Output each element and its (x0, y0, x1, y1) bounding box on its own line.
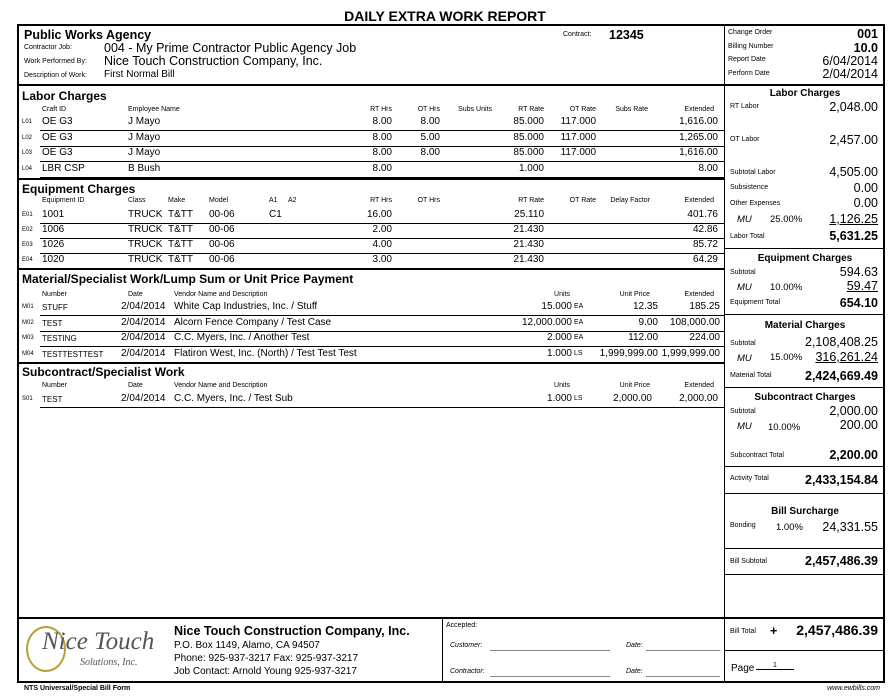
accepted-label: Accepted: (446, 622, 478, 629)
material-desc: White Cap Industries, Inc. / Stuff (174, 301, 318, 312)
sub-subtotal: 2,000.00 (829, 404, 878, 418)
equipment-class: TRUCK (128, 224, 163, 235)
billing-number: 10.0 (853, 41, 878, 55)
footer-accept-divider (442, 618, 443, 683)
customer-date-label: Date: (626, 642, 643, 649)
summary-surcharge-title: Bill Surcharge (771, 506, 839, 517)
footer-phone: Phone: 925-937-3217 Fax: 925-937-3217 (174, 653, 359, 664)
labor-rt-rate: 1.000 (518, 162, 544, 174)
equipment-model: 00-06 (209, 209, 235, 220)
material-date: 2/04/2014 (121, 316, 166, 328)
material-section-bottom (18, 362, 724, 364)
customer-signature-label: Customer: (450, 642, 483, 649)
mat-mu-pct: 15.00% (770, 352, 803, 363)
labor-mu-label: MU (737, 214, 752, 225)
report-date-label: Report Date (728, 56, 766, 63)
col-eq-rt-hrs: RT Hrs (370, 197, 392, 204)
row-code: M02 (22, 319, 34, 326)
form-name: NTS Universal/Special Bill Form (24, 685, 131, 692)
page-number: 1 (756, 662, 794, 670)
equip-total-label: Equipment Total (730, 299, 781, 306)
contractor-job: 004 - My Prime Contractor Public Agency Job (104, 41, 357, 55)
mat-total-label: Material Total (730, 372, 772, 379)
row-code: L04 (22, 165, 33, 172)
col-mat-date: Date (128, 291, 143, 298)
material-desc: Alcorn Fence Company / Test Case (174, 316, 332, 328)
summary-divider-3 (725, 387, 884, 388)
row-divider (40, 407, 724, 408)
equipment-id: 1020 (42, 254, 65, 265)
labor-ot-rate: 117.000 (560, 131, 596, 143)
labor-rt-hrs: 8.00 (372, 147, 392, 158)
subcontract-uom: LS (574, 395, 583, 402)
subsistence-label: Subsistence (730, 184, 769, 191)
mat-mu: 316,261.24 (815, 350, 878, 364)
summary-subcontract-title: Subcontract Charges (754, 392, 856, 403)
col-eq-ot-rate: OT Rate (569, 197, 596, 204)
labor-employee: B Bush (128, 162, 161, 174)
subtotal-labor-label: Subtotal Labor (730, 169, 776, 176)
row-code: E03 (22, 242, 33, 248)
row-code: L01 (22, 119, 33, 125)
sub-total: 2,200.00 (829, 448, 878, 462)
row-code: L02 (22, 134, 33, 141)
material-desc: C.C. Myers, Inc. / Another Test (174, 332, 310, 343)
mat-total: 2,424,669.49 (805, 369, 878, 383)
equip-subtotal: 594.63 (839, 265, 878, 279)
equipment-model: 00-06 (209, 254, 235, 265)
col-subs-rate: Subs Rate (615, 106, 648, 113)
equip-subtotal-label: Subtotal (730, 269, 756, 276)
subtotal-labor: 4,505.00 (829, 165, 878, 179)
equipment-rt-rate: 21.430 (513, 254, 544, 265)
col-sub-units: Units (554, 382, 570, 389)
equipment-make: T&TT (168, 224, 193, 235)
material-date: 2/04/2014 (121, 332, 166, 343)
labor-section-title: Labor Charges (22, 89, 107, 103)
equipment-rt-hrs: 2.00 (372, 224, 392, 235)
ot-labor-label: OT Labor (730, 136, 760, 143)
material-units: 12,000.000 (521, 316, 572, 328)
material-uom: EA (574, 318, 584, 326)
labor-craft: LBR CSP (42, 162, 85, 174)
labor-craft: OE G3 (42, 147, 73, 158)
col-a2: A2 (288, 197, 297, 204)
labor-total: 5,631.25 (829, 229, 878, 243)
equipment-make: T&TT (168, 209, 193, 220)
bill-subtotal-label: Bill Subtotal (730, 558, 767, 565)
labor-section-bottom (18, 178, 724, 180)
col-mat-extended: Extended (684, 291, 714, 298)
col-mat-units: Units (554, 291, 570, 298)
equipment-id: 1026 (42, 239, 65, 250)
other-expenses-label: Other Expenses (730, 200, 781, 207)
row-code: E04 (22, 257, 33, 263)
material-number: STUFF (42, 303, 68, 312)
equipment-a1: C1 (269, 209, 282, 220)
labor-rt-hrs: 8.00 (372, 131, 392, 143)
description: First Normal Bill (104, 69, 175, 80)
summary-divider-4 (725, 466, 884, 467)
page-label: Page (731, 663, 755, 674)
col-mat-number: Number (42, 291, 67, 298)
summary-divider-5 (725, 493, 884, 494)
equipment-section-bottom (18, 268, 724, 270)
labor-extended: 8.00 (698, 162, 718, 174)
equipment-extended: 85.72 (692, 239, 718, 250)
website: www.ewbills.com (827, 685, 880, 692)
contractor-job-label: Contractor Job: (24, 44, 72, 51)
equipment-rt-hrs: 16.00 (366, 209, 392, 220)
row-code: E01 (22, 212, 33, 218)
work-performed-by: Nice Touch Construction Company, Inc. (104, 54, 323, 68)
labor-rt-hrs: 8.00 (372, 162, 392, 174)
equipment-class: TRUCK (128, 239, 163, 250)
col-model: Model (209, 197, 229, 204)
col-rt-hrs: RT Hrs (370, 106, 392, 113)
summary-labor-title: Labor Charges (769, 88, 841, 99)
subcontract-desc: C.C. Myers, Inc. / Test Sub (174, 393, 293, 404)
col-extended: Extended (684, 106, 714, 113)
footer-divider (18, 617, 884, 619)
equipment-extended: 64.29 (692, 254, 718, 265)
material-section-title: Material/Specialist Work/Lump Sum or Unit Price Payment (22, 272, 354, 286)
labor-extended: 1,616.00 (679, 116, 718, 127)
description-label: Description of Work: (24, 72, 87, 79)
material-units: 1.000 (546, 347, 572, 359)
equipment-class: TRUCK (128, 209, 163, 220)
change-order-label: Change Order (728, 29, 773, 36)
mat-subtotal: 2,108,408.25 (805, 335, 878, 349)
rt-labor-label: RT Labor (730, 103, 759, 110)
row-code: S01 (22, 396, 33, 402)
sub-mu: 200.00 (839, 418, 878, 432)
perform-date: 2/04/2014 (822, 67, 878, 81)
agency-name: Public Works Agency (24, 28, 152, 42)
col-sub-unit-price: Unit Price (619, 382, 650, 389)
labor-craft: OE G3 (42, 116, 73, 127)
footer-company: Nice Touch Construction Company, Inc. (174, 624, 410, 638)
bill-total-plus: + (770, 624, 778, 638)
labor-rt-hrs: 8.00 (372, 116, 392, 127)
material-date: 2/04/2014 (121, 301, 166, 312)
rt-labor: 2,048.00 (829, 100, 878, 114)
col-eq-extended: Extended (684, 197, 714, 204)
material-extended: 1,999,999.00 (661, 347, 720, 359)
contractor-date-line[interactable] (646, 676, 720, 677)
material-unit-price: 12.35 (632, 301, 658, 312)
logo-text: Nice Touch (42, 628, 155, 655)
subcontract-units: 1.000 (546, 393, 572, 404)
labor-total-label: Labor Total (730, 233, 765, 240)
equipment-rt-rate: 21.430 (513, 224, 544, 235)
contractor-signature-label: Contractor: (450, 668, 485, 675)
row-code: M01 (22, 304, 34, 310)
equipment-make: T&TT (168, 254, 193, 265)
summary-material-title: Material Charges (764, 320, 846, 331)
equipment-section-title: Equipment Charges (22, 182, 136, 196)
bill-total-divider (725, 650, 884, 651)
equipment-model: 00-06 (209, 239, 235, 250)
col-sub-number: Number (42, 382, 67, 389)
material-unit-price: 112.00 (628, 332, 658, 343)
material-number: TESTING (42, 334, 77, 343)
col-mat-unit-price: Unit Price (619, 291, 650, 298)
contractor-date-label: Date: (626, 668, 643, 675)
ot-labor: 2,457.00 (829, 133, 878, 147)
material-date: 2/04/2014 (121, 347, 166, 359)
col-class: Class (128, 197, 146, 204)
col-make: Make (168, 197, 186, 204)
labor-ot-hrs: 5.00 (420, 131, 440, 143)
report-title: DAILY EXTRA WORK REPORT (344, 8, 546, 24)
equipment-class: TRUCK (128, 254, 163, 265)
labor-mu: 1,126.25 (829, 212, 878, 226)
bill-total: 2,457,486.39 (796, 622, 878, 638)
bonding-pct: 1.00% (776, 522, 803, 533)
material-extended: 185.25 (689, 301, 720, 312)
col-a1: A1 (269, 197, 278, 204)
material-uom: EA (574, 334, 584, 341)
report-date: 6/04/2014 (822, 54, 878, 68)
equipment-id: 1001 (42, 209, 65, 220)
activity-total: 2,433,154.84 (805, 473, 878, 487)
work-performed-label: Work Performed By: (24, 58, 87, 65)
equip-total: 654.10 (839, 296, 878, 310)
perform-date-label: Perform Date (728, 70, 770, 77)
customer-signature-line[interactable] (490, 650, 610, 651)
col-sub-date: Date (128, 382, 143, 389)
col-ot-hrs: OT Hrs (417, 106, 440, 113)
col-craft-id: Craft ID (42, 106, 67, 113)
equipment-id: 1006 (42, 224, 65, 235)
material-units: 15.000 (541, 301, 572, 312)
col-eq-rt-rate: RT Rate (518, 197, 544, 204)
equipment-make: T&TT (168, 239, 193, 250)
material-units: 2.000 (546, 332, 572, 343)
bonding-label: Bonding (730, 522, 756, 529)
equipment-model: 00-06 (209, 224, 235, 235)
mat-subtotal-label: Subtotal (730, 340, 756, 347)
row-code: M04 (22, 350, 34, 357)
summary-divider-2 (725, 314, 884, 315)
equipment-extended: 401.76 (687, 209, 718, 220)
labor-ot-rate: 117.000 (560, 147, 596, 158)
subsistence: 0.00 (853, 181, 878, 195)
labor-extended: 1,616.00 (679, 147, 718, 158)
equip-mu-pct: 10.00% (770, 282, 803, 293)
customer-date-line[interactable] (646, 650, 720, 651)
contract-label: Contract: (563, 31, 592, 38)
summary-divider-7 (725, 574, 884, 575)
subcontract-number: TEST (42, 395, 63, 404)
equipment-rt-hrs: 4.00 (372, 239, 392, 250)
col-delay-factor: Delay Factor (610, 197, 650, 204)
labor-mu-pct: 25.00% (770, 214, 803, 225)
equipment-extended: 42.86 (692, 224, 718, 235)
footer-contact: Job Contact: Arnold Young 925-937-3217 (174, 666, 357, 677)
contract-number: 12345 (609, 28, 644, 42)
sub-total-label: Subcontract Total (730, 452, 784, 459)
col-mat-vendor: Vendor Name and Description (174, 291, 268, 298)
material-uom: EA (574, 303, 584, 310)
labor-rt-rate: 85.000 (513, 147, 544, 158)
equip-mu: 59.47 (846, 279, 878, 293)
equipment-rt-rate: 21.430 (513, 239, 544, 250)
equipment-rt-rate: 25.110 (514, 209, 544, 220)
col-ot-rate: OT Rate (569, 106, 596, 113)
material-desc: Flatiron West, Inc. (North) / Test Test Test (174, 347, 357, 359)
subcontract-section-title: Subcontract/Specialist Work (22, 365, 185, 379)
col-eq-ot-hrs: OT Hrs (417, 197, 440, 204)
change-order: 001 (857, 27, 878, 41)
bonding: 24,331.55 (822, 520, 878, 534)
mat-mu-label: MU (737, 353, 752, 364)
summary-divider-1 (725, 248, 884, 249)
footer-address: P.O. Box 1149, Alamo, CA 94507 (174, 640, 320, 651)
billing-number-label: Billing Number (728, 43, 774, 50)
bill-total-label: Bill Total (730, 628, 756, 635)
logo-subtext: Solutions, Inc. (80, 657, 138, 668)
bill-subtotal: 2,457,486.39 (805, 554, 878, 568)
row-code: L03 (22, 150, 33, 156)
right-column-divider (724, 26, 725, 618)
material-extended: 224.00 (689, 332, 720, 343)
col-employee: Employee Name (128, 106, 180, 113)
labor-craft: OE G3 (42, 131, 73, 143)
activity-total-label: Activity Total (730, 475, 769, 482)
material-unit-price: 1,999,999.00 (599, 347, 658, 359)
other-expenses: 0.00 (853, 196, 878, 210)
col-equipment-id: Equipment ID (42, 197, 85, 204)
material-number: TESTTESTTEST (42, 349, 104, 359)
labor-ot-rate: 117.000 (560, 116, 596, 127)
sub-mu-pct: 10.00% (768, 422, 801, 433)
summary-equipment-title: Equipment Charges (757, 253, 853, 264)
subcontract-unit-price: 2,000.00 (613, 393, 652, 404)
material-unit-price: 9.00 (638, 316, 658, 328)
labor-ot-hrs: 8.00 (420, 116, 440, 127)
labor-rt-rate: 85.000 (513, 131, 544, 143)
labor-ot-hrs: 8.00 (420, 147, 440, 158)
material-number: TEST (42, 318, 63, 328)
col-sub-extended: Extended (684, 382, 714, 389)
row-code: E02 (22, 227, 33, 233)
col-subs-units: Subs Units (458, 106, 492, 113)
header-divider (18, 84, 884, 86)
col-sub-vendor: Vendor Name and Description (174, 382, 268, 389)
labor-employee: J Mayo (128, 131, 161, 143)
equip-mu-label: MU (737, 282, 752, 293)
labor-employee: J Mayo (128, 147, 161, 158)
labor-employee: J Mayo (128, 116, 161, 127)
sub-mu-label: MU (737, 421, 752, 432)
col-rt-rate: RT Rate (518, 106, 544, 113)
labor-extended: 1,265.00 (679, 131, 718, 143)
subcontract-date: 2/04/2014 (121, 393, 166, 404)
contractor-signature-line[interactable] (490, 676, 610, 677)
summary-divider-6 (725, 548, 884, 549)
row-code: M03 (22, 335, 34, 341)
subcontract-extended: 2,000.00 (679, 393, 718, 404)
sub-subtotal-label: Subtotal (730, 408, 756, 415)
labor-rt-rate: 85.000 (513, 116, 544, 127)
material-uom: LS (574, 349, 583, 357)
material-extended: 108,000.00 (669, 316, 720, 328)
equipment-rt-hrs: 3.00 (372, 254, 392, 265)
